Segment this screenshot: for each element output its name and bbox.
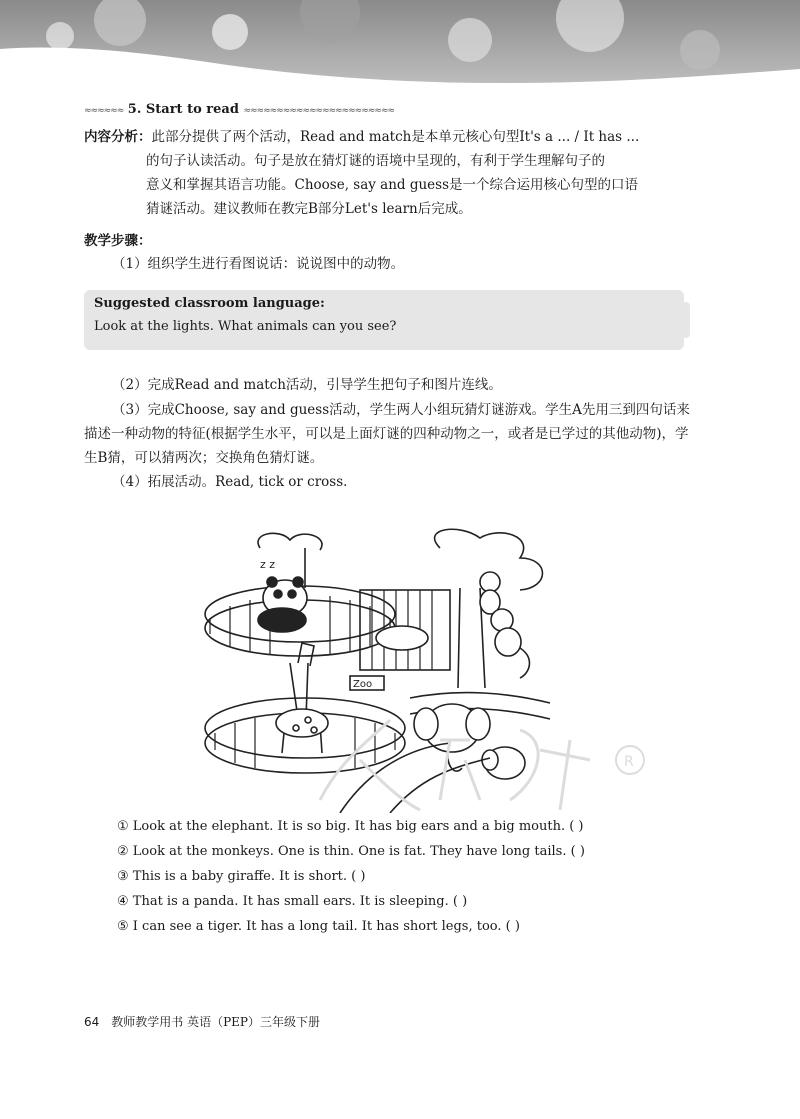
question-1: ① Look at the elephant. It is so big. It has big ears and a big mouth. ( ) xyxy=(117,819,584,834)
panda-figure xyxy=(258,577,307,632)
analysis-continuation xyxy=(146,149,706,221)
svg-text:z z: z z xyxy=(260,558,276,571)
question-2: ② Look at the monkeys. One is thin. One is fat. They have long tails. ( ) xyxy=(117,844,585,859)
analysis-label: 内容分析： xyxy=(84,129,152,145)
steps-title: 教学步骤： xyxy=(84,233,152,249)
classroom-language-text: Look at the lights. What animals can you see? xyxy=(94,319,397,334)
analysis-line-3: 意义和掌握其语言功能。Choose, say and guess是一个综合运用核心句型的口语 xyxy=(146,177,639,193)
monkeys-figure xyxy=(480,572,529,678)
wavy-ornament-right: ≈≈≈≈≈≈≈≈≈≈≈≈≈≈≈≈≈≈≈≈≈≈≈ xyxy=(243,106,394,116)
question-5: ⑤ I can see a tiger. It has a long tail. It has short legs, too. ( ) xyxy=(117,919,520,934)
header-banner xyxy=(0,0,800,100)
step-2: （2）完成Read and match活动，引导学生把句子和图片连线。 xyxy=(112,377,502,393)
analysis-first-line xyxy=(84,125,704,149)
section-title: 5. Start to read xyxy=(127,102,239,117)
page-number: 64 xyxy=(84,1015,100,1029)
wavy-ornament-left: ≈≈≈≈≈≈ xyxy=(84,106,124,116)
analysis-line-1: 此部分提供了两个活动，Read and match是本单元核心句型It's a ... / It has ... xyxy=(151,129,640,145)
question-4: ④ That is a panda. It has small ears. It is sleeping. ( ) xyxy=(117,894,468,909)
section-heading xyxy=(84,102,394,117)
svg-text:R: R xyxy=(624,754,634,770)
publisher-watermark xyxy=(300,700,660,820)
book-title: 教师教学用书 英语（PEP）三年级下册 xyxy=(111,1015,321,1029)
classroom-language-box xyxy=(84,290,684,350)
box-side-tab xyxy=(682,302,690,338)
classroom-language-title: Suggested classroom language: xyxy=(94,296,325,311)
step-3: （3）完成Choose, say and guess活动，学生两人小组玩猜灯谜游戏。学生A先用三到四句话来描述一种动物的特征(根据学生水平，可以是上面灯谜的四种动物之一，或者是已学过的其他动物)，学生B猜，可以猜两次；交换角色猜灯谜。 xyxy=(84,402,690,466)
analysis-line-2: 的句子认读活动。句子是放在猜灯谜的语境中呈现的，有利于学生理解句子的 xyxy=(146,153,605,169)
step-1: （1）组织学生进行看图说话：说说图中的动物。 xyxy=(112,256,405,272)
question-3: ③ This is a baby giraffe. It is short. ( ) xyxy=(117,869,366,884)
tiger-figure xyxy=(376,626,428,650)
analysis-line-4: 猜谜活动。建议教师在教完B部分Let's learn后完成。 xyxy=(146,201,472,217)
zoo-sign: Zoo xyxy=(353,679,373,690)
step-4: （4）拓展活动。Read, tick or cross. xyxy=(112,474,348,490)
page-footer xyxy=(84,1013,320,1030)
